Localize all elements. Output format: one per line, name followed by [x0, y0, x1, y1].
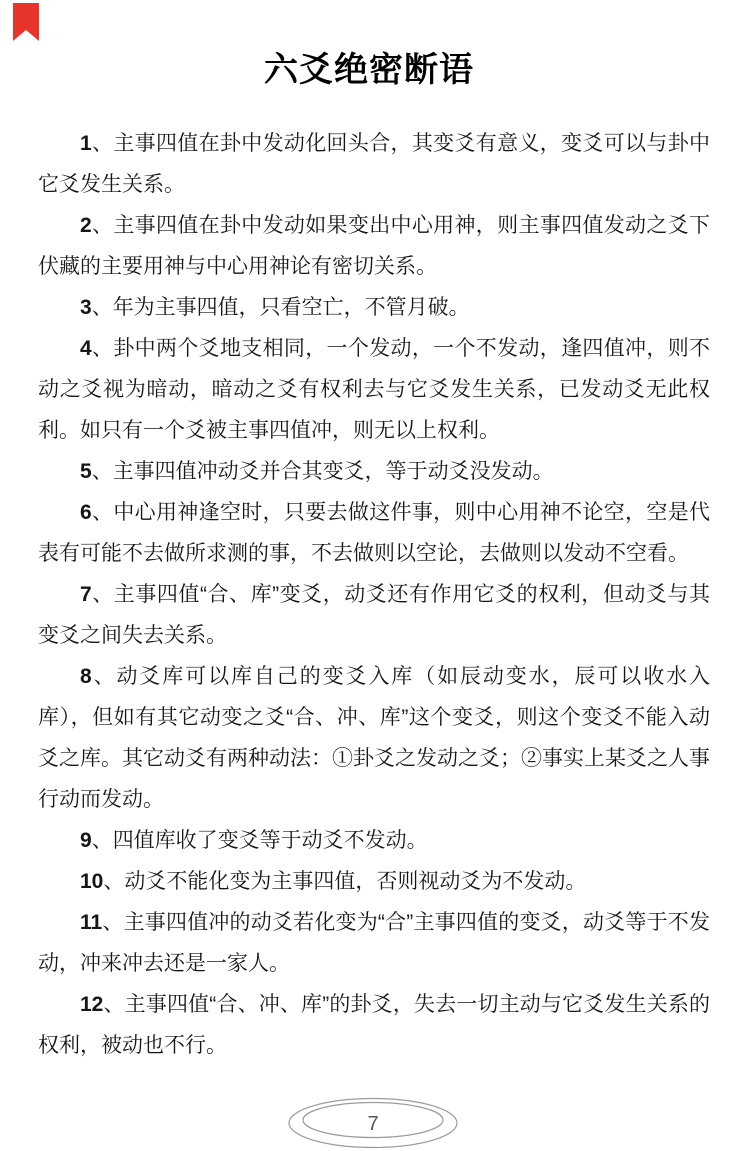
paragraph-10 — [38, 861, 710, 902]
paragraph-11 — [38, 902, 710, 984]
paragraph-separator: 、 — [91, 132, 114, 155]
paragraph-text: 主事四值“合、冲、库”的卦爻，失去一切主动与它爻发生关系的权利，被动也不行。 — [38, 993, 711, 1057]
paragraph-separator: 、 — [91, 665, 117, 688]
paragraph-text: 主事四值冲动爻并合其变爻，等于动爻没发动。 — [112, 460, 554, 483]
paragraph-12 — [38, 984, 710, 1066]
paragraph-text: 中心用神逢空时，只要去做这件事，则中心用神不论空，空是代表有可能不去做所求测的事，不去做则以空论，去做则以发动不空看。 — [38, 501, 711, 565]
paragraph-text: 年为主事四值，只看空亡，不管月破。 — [112, 296, 470, 319]
body-text — [38, 123, 710, 1066]
paragraph-separator: 、 — [91, 296, 113, 319]
paragraph-text: 主事四值在卦中发动化回头合，其变爻有意义，变爻可以与卦中它爻发生关系。 — [38, 132, 711, 196]
paragraph-4 — [38, 328, 710, 451]
paragraph-number: 11 — [80, 911, 103, 934]
paragraph-separator: 、 — [91, 214, 114, 237]
paragraph-number: 9 — [80, 829, 92, 852]
bookmark-ribbon-shape — [13, 3, 39, 41]
paragraph-text: 动爻不能化变为主事四值，否则视动爻为不发动。 — [124, 870, 587, 893]
paragraph-number: 2 — [80, 214, 92, 237]
paragraph-separator: 、 — [103, 993, 125, 1016]
paragraph-separator: 、 — [102, 911, 124, 934]
page-number: 7 — [367, 1113, 379, 1135]
paragraph-text: 主事四值“合、库”变爻，动爻还有作用它爻的权利，但动爻与其变爻之间失去关系。 — [38, 583, 711, 647]
paragraph-number: 4 — [80, 337, 92, 360]
paragraph-separator: 、 — [91, 460, 113, 483]
paragraph-9 — [38, 820, 710, 861]
paragraph-number: 6 — [80, 501, 92, 524]
paragraph-text: 主事四值冲的动爻若化变为“合”主事四值的变爻，动爻等于不发动，冲来冲去还是一家人。 — [38, 911, 711, 975]
page-number-ornament — [285, 1096, 461, 1151]
paragraph-number: 12 — [80, 993, 104, 1016]
paragraph-6 — [38, 492, 710, 574]
paragraph-number: 10 — [80, 870, 104, 893]
paragraph-3 — [38, 287, 710, 328]
paragraph-number: 3 — [80, 296, 92, 319]
paragraph-number: 8 — [80, 665, 92, 688]
paragraph-2 — [38, 205, 710, 287]
paragraph-8 — [38, 656, 710, 820]
page-title: 六爻绝密断语 — [264, 51, 474, 89]
paragraph-5 — [38, 451, 710, 492]
paragraph-number: 5 — [80, 460, 92, 483]
paragraph-separator: 、 — [91, 829, 113, 852]
paragraph-text: 主事四值在卦中发动如果变出中心用神，则主事四值发动之爻下伏藏的主要用神与中心用神论有密切关系。 — [38, 214, 711, 278]
paragraph-separator: 、 — [91, 501, 114, 524]
paragraph-text: 动爻库可以库自己的变爻入库（如辰动变水，辰可以收水入库），但如有其它动变之爻“合、冲、库”这个变爻，则这个变爻不能入动爻之库。其它动爻有两种动法：①卦爻之发动之爻；②事实上某爻之人事行动而发动。 — [38, 665, 711, 811]
paragraph-text: 卦中两个爻地支相同，一个发动，一个不发动，逢四值冲，则不动之爻视为暗动，暗动之爻有权利去与它爻发生关系，已发动爻无此权利。如只有一个爻被主事四值冲，则无以上权利。 — [38, 337, 711, 442]
paragraph-separator: 、 — [91, 583, 114, 606]
paragraph-7 — [38, 574, 710, 656]
paragraph-number: 7 — [80, 583, 92, 606]
paragraph-separator: 、 — [103, 870, 125, 893]
paragraph-1 — [38, 123, 710, 205]
bookmark-icon[interactable] — [13, 3, 39, 41]
paragraph-text: 四值库收了变爻等于动爻不发动。 — [112, 829, 428, 852]
paragraph-separator: 、 — [91, 337, 114, 360]
paragraph-number: 1 — [80, 132, 92, 155]
